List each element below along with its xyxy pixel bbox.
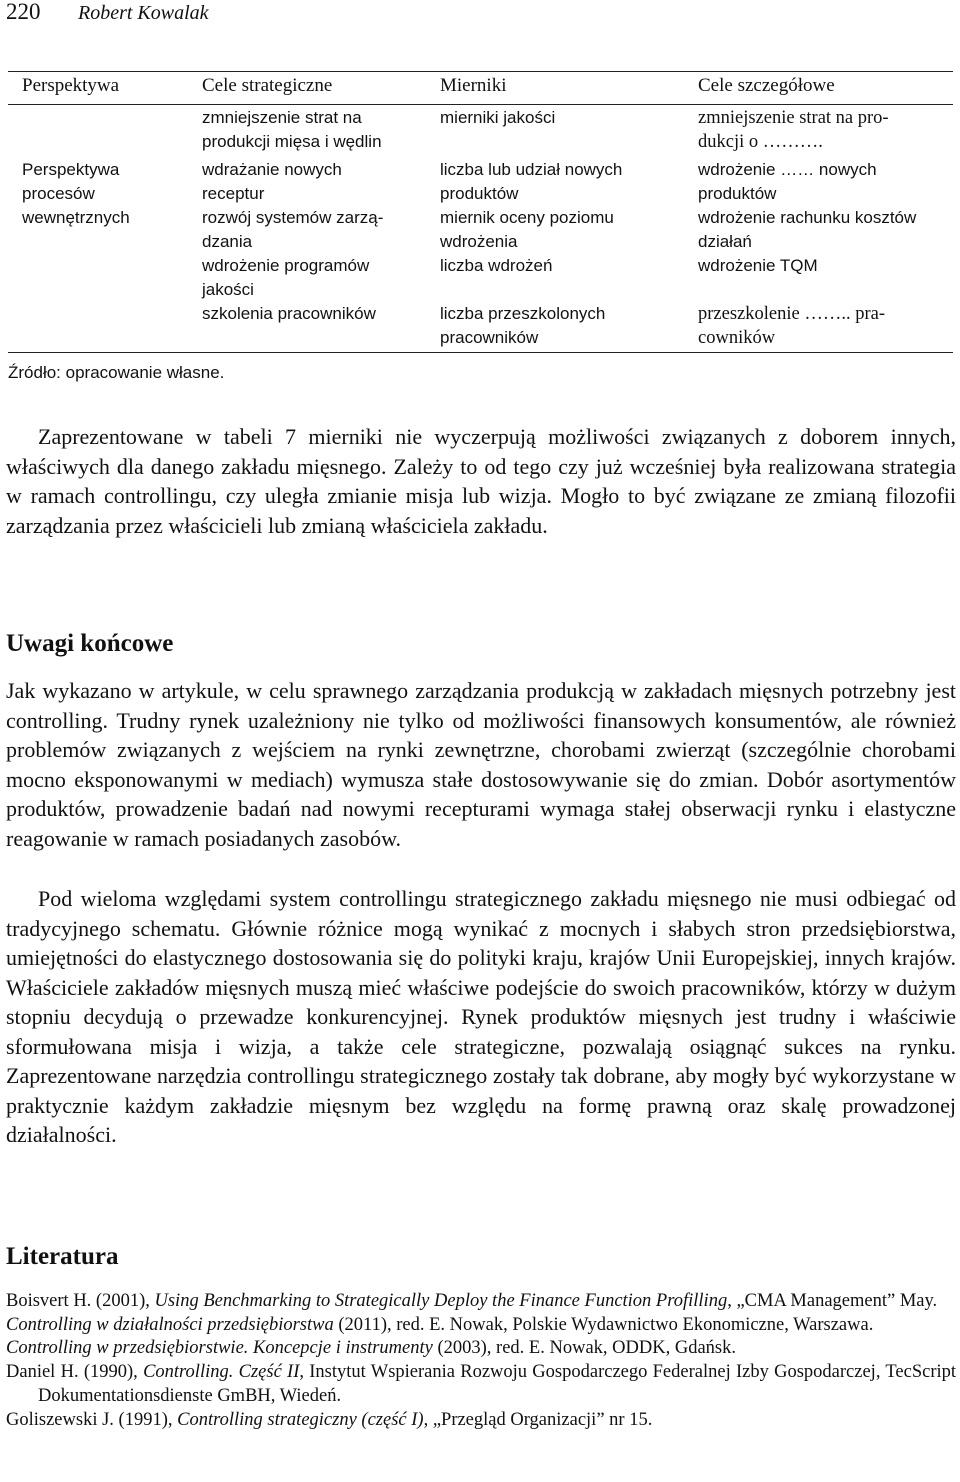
table-cell: pracowników xyxy=(440,328,539,347)
table-cell: szkolenia pracowników xyxy=(202,304,376,323)
table-top-rule xyxy=(8,71,953,72)
table-cell: zmniejszenie strat na xyxy=(202,108,362,127)
table-header-goals: Cele strategiczne xyxy=(202,75,333,96)
table-header-measures: Mierniki xyxy=(440,75,507,96)
table-header-details: Cele szczegółowe xyxy=(698,75,835,96)
table-cell: Perspektywa xyxy=(22,160,120,179)
page-number: 220 xyxy=(6,0,41,24)
literature-title: Literatura xyxy=(6,1243,119,1270)
table-cell: wewnętrznych xyxy=(22,208,130,227)
table-cell: produktów xyxy=(698,184,777,203)
table-cell: liczba przeszkolonych xyxy=(440,304,606,323)
paragraph-table-comment: Zaprezentowane w tabeli 7 mierniki nie wyczerpują możliwości związanych z doborem innych, właściwych dla danego zakładu mięsnego. Zależy to od tego czy już wcześniej była realizowana strategia w ramach controllingu, czy uległa zmianie misja lub wizja. Mogło to być związane ze zmianą filozofii zarządzania przez właścicieli lub zmianą właściciela zakładu. xyxy=(6,424,956,538)
table-bottom-rule xyxy=(8,352,953,353)
paragraph-conclusions-1: Jak wykazano w artykule, w celu sprawnego zarządzania produkcją w zakładach mięsnych potrzebny jest controlling. Trudny rynek uzależniony nie tylko od możliwości finansowych konsumentów, ale również problemów związanych z wejściem na rynki zewnętrzne, chorobami zwierząt (szczególnie chorobami mocno eksponowanymi w mediach) wymusza stałe dostosowywanie się do zmian. Dobór asortymentów produktów, prowadzenie badań nad nowymi recepturami wymaga stałej obserwacji rynku i elastyczne reagowanie w ramach posiadanych zasobów. xyxy=(6,678,956,851)
table-cell: dukcji o ………. xyxy=(698,132,823,152)
table-cell: produkcji mięsa i wędlin xyxy=(202,132,382,151)
table-cell: wdrażanie nowych xyxy=(202,160,342,179)
table-cell: cowników xyxy=(698,328,776,348)
table-header-perspective: Perspektywa xyxy=(22,75,120,96)
reference-item: Goliszewski J. (1991), Controlling strategiczny (część I), „Przegląd Organizacji” nr 15. xyxy=(6,1409,653,1430)
table-cell: produktów xyxy=(440,184,519,203)
table-cell: przeszkolenie …….. pra- xyxy=(698,304,885,324)
table-cell: liczba lub udział nowych xyxy=(440,160,623,179)
table-cell: miernik oceny poziomu xyxy=(440,208,614,227)
table-cell: wdrożenia xyxy=(440,232,518,251)
table-cell: receptur xyxy=(202,184,265,203)
table-cell: liczba wdrożeń xyxy=(440,256,553,275)
table-cell: jakości xyxy=(202,280,254,299)
table-cell: rozwój systemów zarzą- xyxy=(202,208,384,227)
table-cell: wdrożenie programów xyxy=(202,256,370,275)
reference-list xyxy=(6,1290,956,1432)
table-cell: działań xyxy=(698,232,752,251)
reference-item: Controlling w przedsiębiorstwie. Koncepcje i instrumenty (2003), red. E. Nowak, ODDK, Gdańsk. xyxy=(6,1338,736,1359)
reference-item: Boisvert H. (2001), Using Benchmarking to Strategically Deploy the Finance Function Profilling, „CMA Management” May. xyxy=(6,1291,938,1311)
table-cell: wdrożenie …… nowych xyxy=(698,160,877,179)
section-title: Uwagi końcowe xyxy=(6,630,174,657)
table-header-rule xyxy=(8,104,953,105)
paragraph-conclusions-2: Pod wieloma względami system controllingu strategicznego zakładu mięsnego nie musi odbiegać od tradycyjnego schematu. Głównie różnice mogą wynikać z mocnych i słabych stron przedsiębiorstwa, umiejętności do elastycznego dostosowania się do polityki kraju, krajów Unii Europejskiej, innych krajów. Właściciele zakładów mięsnych muszą mieć właściwe podejście do swoich pracowników, którzy w dużym stopniu decydują o przewadze konkurencyjnej. Rynek produktów mięsnych jest trudny i właściwie sformułowana misja i wizja, a także cele strategiczne, pozwalają osiągnąć sukces na rynku. Zaprezentowane narzędzia controllingu strategicznego zostały tak dobrane, aby mogły być wykorzystane w praktycznie każdym zakładzie mięsnym bez względu na formę prawną oraz skalę prowadzonej działalności. xyxy=(6,886,956,1147)
running-header xyxy=(0,0,960,30)
reference-item: Daniel H. (1990), Controlling. Część II, Instytut Wspierania Rozwoju Gospodarczego Federalnej Izby Gospodarczej, TecScript Dokumentationsdienste GmBH, Wiedeń. xyxy=(6,1362,957,1406)
table-source-note: Źródło: opracowanie własne. xyxy=(8,363,225,382)
table-cell: wdrożenie rachunku kosztów xyxy=(698,208,917,227)
table-cell: zmniejszenie strat na pro- xyxy=(698,108,889,128)
running-head-author: Robert Kowalak xyxy=(78,2,209,24)
reference-item: Controlling w działalności przedsiębiorstwa (2011), red. E. Nowak, Polskie Wydawnictwo Ekonomiczne, Warszawa. xyxy=(6,1314,874,1335)
table-cell: wdrożenie TQM xyxy=(698,256,818,275)
table-cell: dzania xyxy=(202,232,253,251)
table-cell: procesów xyxy=(22,184,95,203)
table-cell: mierniki jakości xyxy=(440,108,556,127)
